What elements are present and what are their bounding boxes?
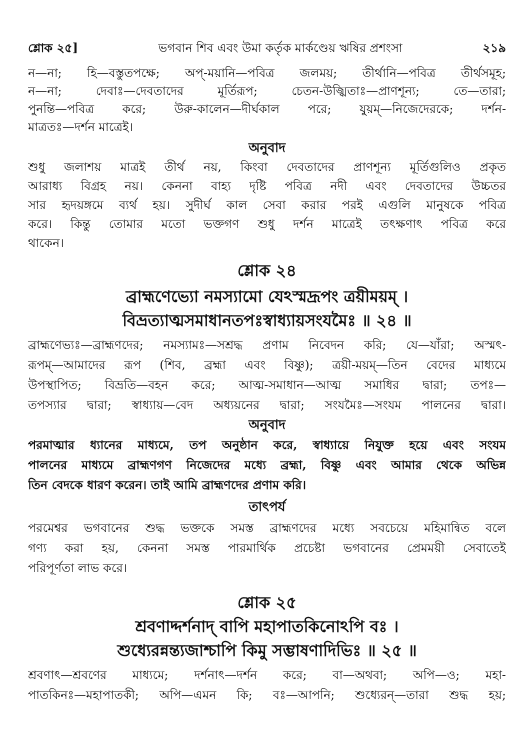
shloka-24-synonym-line: ব্রাহ্মণেভ্যঃ—ব্রাহ্মণদের; নমস্যামঃ—সশ্রদ্ধ প্রণাম নিবেদন করি; যে—যাঁরা; অস্মৎ- [28,338,506,352]
shloka-25-synonym-line: শ্রবণাৎ—শ্রবণের মাধ্যমে; দর্শনাৎ—দর্শন করে; বা—অথবা; অপি—ও; মহা- [28,668,506,682]
shloka-24-verse-line: বিভ্রত্যাত্মসমাধানতপঃস্বাধ্যায়সংযমৈঃ ॥ ২৪ ॥ [122,311,412,330]
shloka-24-purport-line: গণ্য করা হয়, কেননা সমস্ত পারমার্থিক প্রচেষ্টা ভগবানের প্রেমময়ী সেবাতেই [28,541,506,555]
synonym-line: মাত্রতঃ—দর্শন মাত্রেই। [28,120,134,134]
translation-line: আরাধ্য বিগ্রহ নয়। কেননা বাহ্য দৃষ্টি পবিত্র নদী এবং দেবতাদের উচ্চতর [28,179,506,193]
translation-line: সার হৃদয়ঙ্গমে ব্যর্থ হয়। সুদীর্ঘ কাল সেবা করার পরই এগুলি মানুষকে পবিত্র [28,198,506,212]
synonym-line: ন—না; দেবাঃ—দেবতাদের মূর্তিরূপ; চেতন-উজ্ঝিতাঃ—প্রাণশূন্য; তে—তারা; [28,84,506,98]
shloka-24-synonym-line: উপস্থাপিত; বিভ্রতি—বহন করে; আত্ম-সমাধান—আত্ম সমাধির দ্বারা; তপঃ— [28,378,506,392]
shloka-24-synonym-line: তপস্যার দ্বারা; স্বাধ্যায়—বেদ অধ্যয়নের দ্বারা; সংযমৈঃ—সংযম পালনের দ্বারা। [28,398,506,412]
synonym-line: ন—না; হি—বস্তুতপক্ষে; অপ্-ময়ানি—পবিত্র জলময়; তীর্থানি—পবিত্র তীর্থসমূহ; [28,66,506,80]
shloka-25-synonym-line: পাতকিনঃ—মহাপাতকী; অপি—এমন কি; বঃ—আপনি; শুধ্যেরন্—তারা শুদ্ধ হয়; [28,688,506,702]
translation-line: করে। কিন্তু তোমার মতো ভক্তগণ শুধু দর্শন মাত্রেই তৎক্ষণাৎ পবিত্র করে [28,217,506,231]
translation-heading: অনুবাদ [248,141,286,156]
shloka-24-synonym-line: রূপম্—আমাদের রূপ (শিব, ব্রহ্মা এবং বিষ্ণু); ত্রয়ী-ময়ম্—তিন বেদের মাধ্যমে [28,358,506,372]
shloka-24-verse-line: ব্রাহ্মণেভ্যো নমস্যামো যেঽস্মদ্রূপং ত্রয়ীময়ম্ । [125,287,409,306]
shloka-25-verse-line: শুধ্যেরন্নন্ত্যজাশ্চাপি কিমু সম্ভাষণাদিভিঃ ॥ ২৫ ॥ [117,641,417,660]
shloka-24-purport-line: পরিপূর্ণতা লাভ করে। [28,561,128,575]
running-header [28,40,506,60]
shloka-24-translation-line: পরমাত্মার ধ্যানের মাধ্যমে, তপ অনুষ্ঠান করে, স্বাধ্যায়ে নিযুক্ত হয়ে এবং সংযম [28,438,506,452]
shloka-24-translation-heading: অনুবাদ [248,418,286,433]
translation-line: শুধু জলাশয় মাত্রই তীর্থ নয়, কিংবা দেবতাদের প্রাণশূন্য মূর্তিগুলিও প্রকৃত [28,160,506,174]
shloka-24-title: শ্লোক ২৪ [237,261,297,280]
shloka-24-purport-line: পরমেশ্বর ভগবানের শুদ্ধ ভক্তকে সমস্ত ব্রাহ্মণদের মধ্যে সবচেয়ে মহিমান্বিত বলে [28,521,506,535]
shloka-24-translation-line: পালনের মাধ্যমে ব্রাহ্মণগণ নিজেদের মধ্যে ব্রহ্মা, বিষ্ণু এবং আমার থেকে অভিন্ন [28,458,506,472]
header-verse-ref: শ্লোক ২৫] [28,41,79,55]
shloka-24-purport-heading: তাৎপর্য [248,500,286,515]
synonym-line: পুনন্তি—পবিত্র করে; উরু-কালেন—দীর্ঘকাল পরে; যুয়ম্—নিজেদেরকে; দর্শন- [28,102,506,116]
page-number: ২১৯ [482,41,506,55]
shloka-25-verse-line: শ্রবণাদ্দর্শনাদ্ বাপি মহাপাতকিনোঽপি বঃ । [135,617,399,636]
header-title: ভগবান শিব এবং উমা কর্তৃক মার্কণ্ডেয় ঋষির প্রশংসা [158,41,403,55]
shloka-25-title: শ্লোক ২৫ [237,593,297,612]
translation-line: থাকেন। [28,236,64,250]
shloka-24-translation-line: তিন বেদকে ধারণ করেন। তাই আমি ব্রাহ্মণদের প্রণাম করি। [28,478,307,492]
